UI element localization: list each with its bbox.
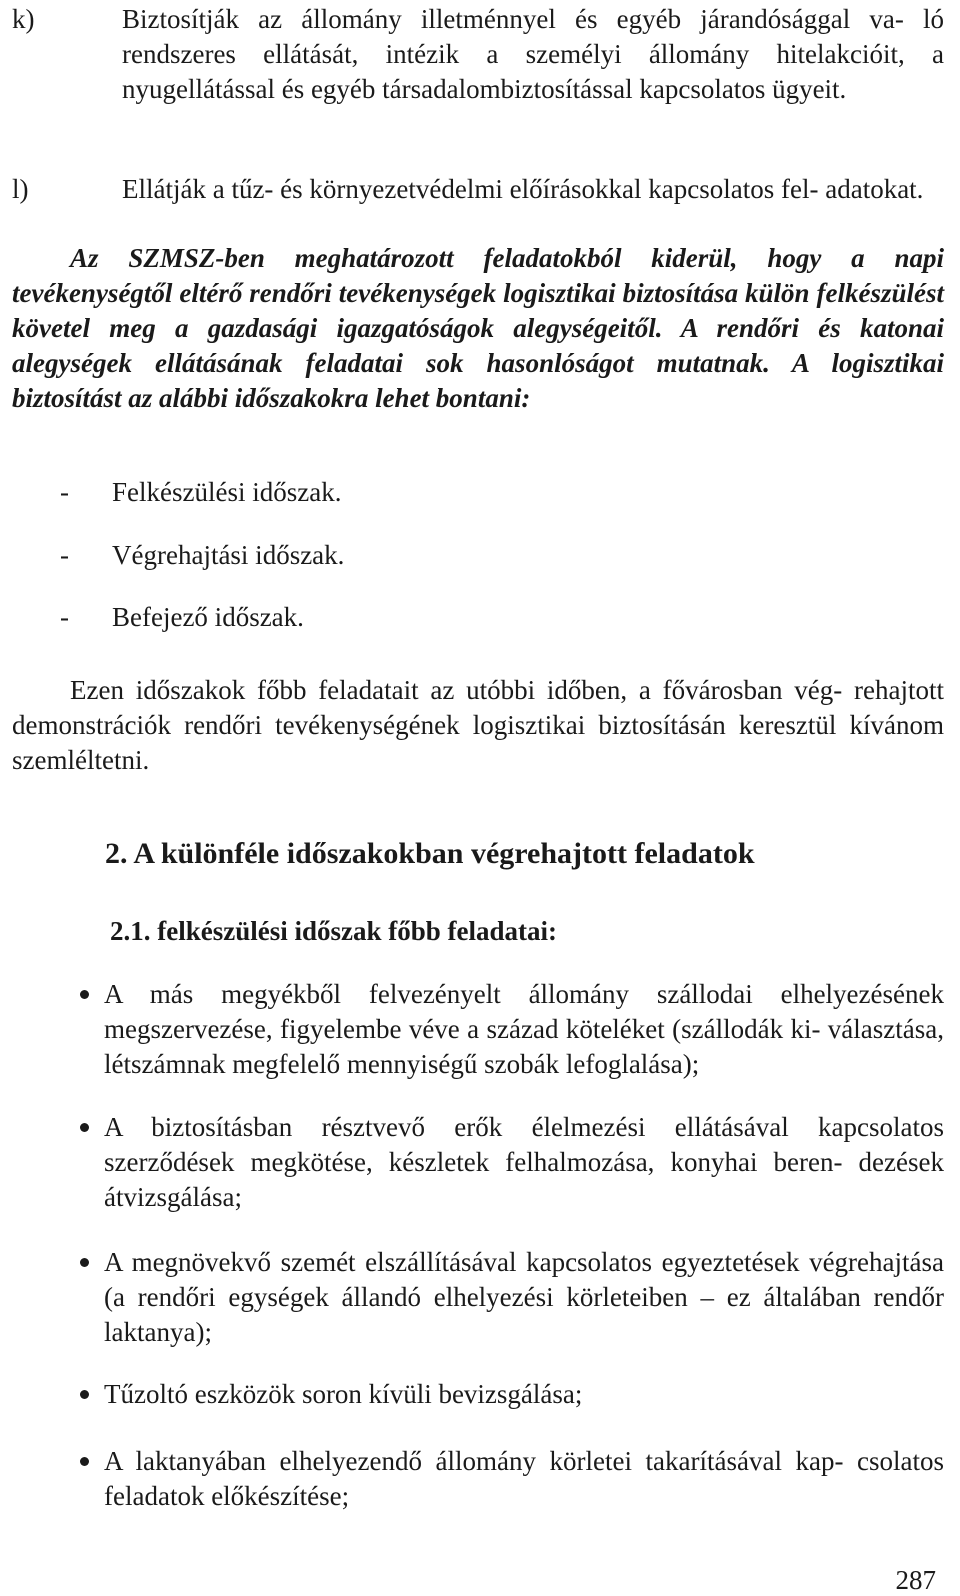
period-item-1: [60, 475, 341, 510]
intro-paragraph: Ezen időszakok főbb feladatait az utóbbi időben, a fővárosban vég- rehajtott demonstrációk rendőri tevékenységének logisztikai biztosításán keresztül kívánom szemléltetni.: [12, 675, 944, 775]
list-item-k: [12, 2, 944, 107]
bullet-item-2: [12, 1110, 944, 1215]
period-label: Felkészülési időszak.: [112, 477, 342, 507]
bullet-item-4: [12, 1377, 944, 1412]
subsection-heading: 2.1. felkészülési időszak főbb feladatai:: [110, 916, 558, 946]
bullet-dot-icon: [80, 1258, 89, 1267]
bullet-item-5: [12, 1444, 944, 1514]
bullet-dot-icon: [80, 1123, 89, 1132]
bullet-text: A biztosításban résztvevő erők élelmezési ellátásával kapcsolatos szerződések megkötése, készletek felhalmozása, konyhai beren- dezések átvizsgálása;: [104, 1112, 944, 1212]
bullet-item-3: [12, 1245, 944, 1350]
italic-paragraph: Az SZMSZ-ben meghatározott feladatokból kiderül, hogy a napi tevékenységtől eltérő rendőri tevékenységek logisztikai biztosítása külön felkészülést követel meg a gazdasági igazgatóságok alegységeitől. A rendőri és katonai alegységek ellátásának feladatai sok hasonlóságot mutatnak. A logisztikai biztosítást az alábbi időszakokra lehet bontani:: [12, 243, 944, 413]
list-marker: k): [12, 4, 35, 34]
bullet-text: A más megyékből felvezényelt állomány szállodai elhelyezésének megszervezése, figyelembe véve a század köteléket (szállodák ki- választása, létszámnak megfelelő mennyiségű szobák lefoglalása);: [104, 979, 944, 1079]
period-item-3: [60, 600, 304, 635]
list-item-text: Biztosítják az állomány illetménnyel és egyéb járandósággal va- ló rendszeres ellátását, intézik a személyi állomány hitelakcióit, a nyugellátással és egyéb társadalombiztosítással kapcsolatos ügyeit.: [122, 4, 944, 104]
dash-marker: -: [60, 477, 69, 507]
bullet-text: Tűzoltó eszközök soron kívüli bevizsgálása;: [104, 1379, 583, 1409]
list-item-l: [12, 172, 944, 207]
bullet-dot-icon: [80, 990, 89, 999]
bullet-dot-icon: [80, 1390, 89, 1399]
bullet-text: A megnövekvő szemét elszállításával kapcsolatos egyeztetések végrehajtása (a rendőri egységek állandó elhelyezési körleteiben – ez általában rendőr laktanya);: [104, 1247, 944, 1347]
bullet-dot-icon: [80, 1457, 89, 1466]
list-marker: l): [12, 174, 29, 204]
page-number: 287: [895, 1565, 936, 1595]
dash-marker: -: [60, 602, 69, 632]
period-label: Végrehajtási időszak.: [112, 540, 345, 570]
period-label: Befejező időszak.: [112, 602, 304, 632]
bullet-item-1: [12, 977, 944, 1082]
period-item-2: [60, 538, 344, 573]
dash-marker: -: [60, 540, 69, 570]
section-heading: 2. A különféle időszakokban végrehajtott feladatok: [105, 837, 755, 870]
bullet-text: A laktanyában elhelyezendő állomány körletei takarításával kap- csolatos feladatok előkészítése;: [104, 1446, 944, 1511]
list-item-text: Ellátják a tűz- és környezetvédelmi előírásokkal kapcsolatos fel- adatokat.: [122, 174, 924, 204]
